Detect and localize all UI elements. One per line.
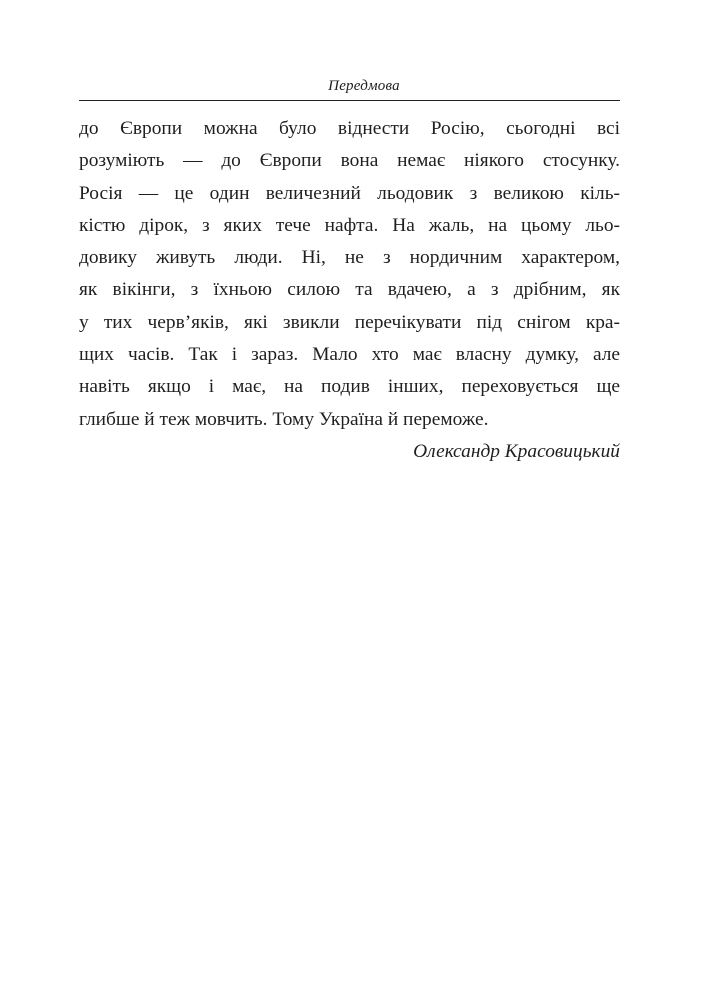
text-line: як вікінги, з їхньою силою та вдачею, а з дрібним, як (79, 279, 620, 301)
text-line: розуміють — до Європи вона немає ніякого стосунку. (79, 150, 620, 172)
text-line: Росія — це один величезний льодовик з великою кіль- (79, 182, 620, 204)
text-line: кістю дірок, з яких тече нафта. На жаль, на цьому льо- (79, 214, 620, 236)
author-signature: Олександр Красовицький (413, 441, 620, 462)
text-line: щих часів. Так і зараз. Мало хто має власну думку, але (79, 344, 620, 366)
text-line: у тих черв’яків, які звикли перечікувати під снігом кра- (79, 311, 620, 333)
text-line: довику живуть люди. Ні, не з нордичним характером, (79, 247, 620, 269)
text-line: до Європи можна було віднести Росію, сьогодні всі (79, 118, 620, 139)
text-line: навіть якщо і має, на подив інших, переховується ще (79, 376, 620, 398)
header-rule (79, 100, 620, 101)
text-line: глибше й теж мовчить. Тому Україна й переможе. (79, 408, 489, 430)
body-paragraph (79, 113, 620, 436)
running-head: Передмова (328, 78, 400, 94)
